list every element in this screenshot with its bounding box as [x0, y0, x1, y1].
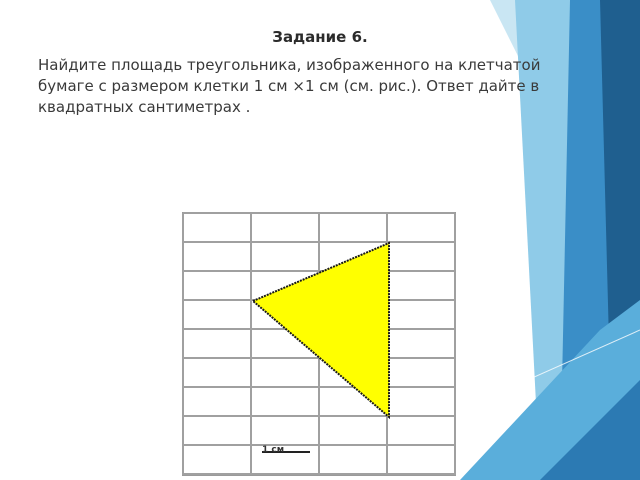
slide-title: Задание 6.	[272, 28, 368, 46]
task-text: Найдите площадь треугольника, изображенного на клетчатой бумаге с размером клетки 1 см ×1 см (см. рис.). Ответ дайте в квадратных сантиметрах .	[38, 56, 541, 116]
scale-label: 1 см	[262, 445, 285, 455]
